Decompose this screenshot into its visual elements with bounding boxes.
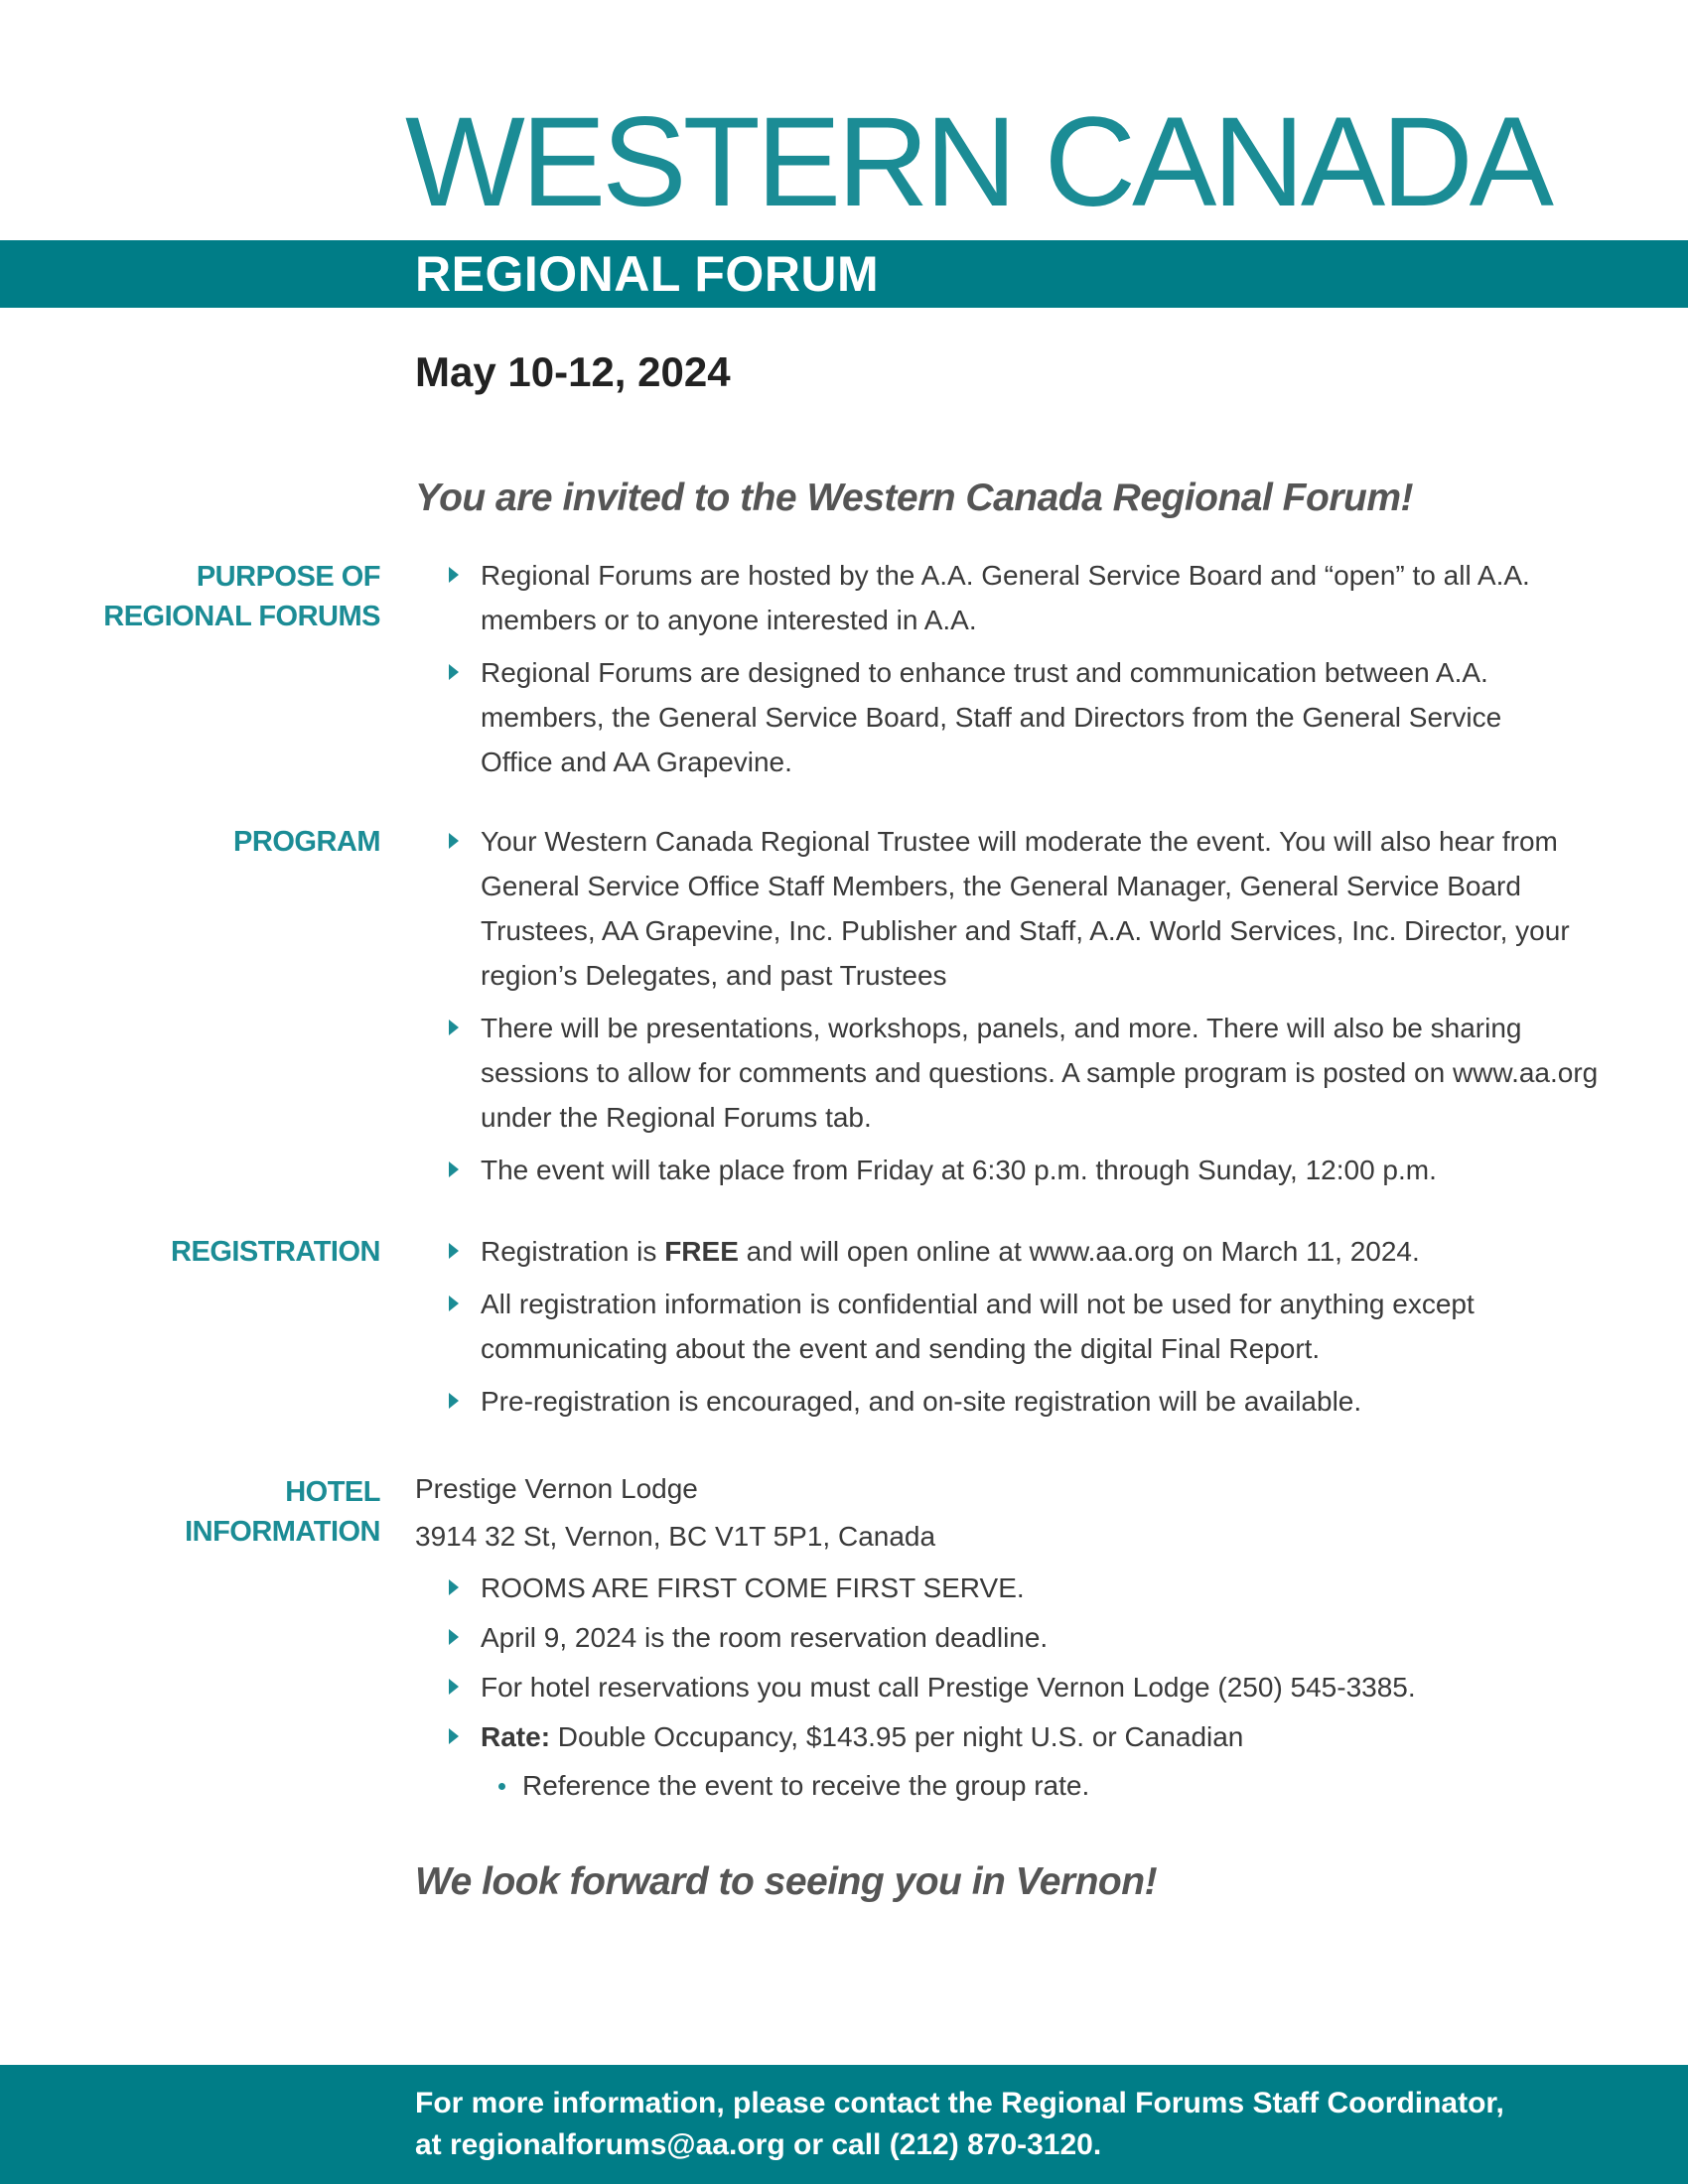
subtitle-band — [0, 240, 1688, 308]
purpose-label-line1: PURPOSE OF — [196, 561, 380, 593]
registration-label: REGISTRATION — [171, 1236, 380, 1268]
list-item: The event will take place from Friday at 6:30 p.m. through Sunday, 12:00 p.m. — [449, 1148, 1613, 1192]
list-item: Pre-registration is encouraged, and on-site registration will be available. — [449, 1379, 1573, 1424]
list-item: April 9, 2024 is the room reservation deadline. — [449, 1615, 1591, 1660]
purpose-label-line2: REGIONAL FORUMS — [103, 601, 380, 632]
program-label: PROGRAM — [233, 826, 380, 858]
list-item: Regional Forums are hosted by the A.A. General Service Board and “open” to all A.A. members or to anyone interested in A.A. — [449, 553, 1573, 642]
triangle-right-icon — [449, 567, 459, 583]
hotel-label — [60, 1472, 380, 1552]
hotel-name: Prestige Vernon Lodge — [415, 1473, 698, 1504]
list-item: All registration information is confidential and will not be used for anything except communicating about the event and sending the digital Final Report. — [449, 1282, 1573, 1371]
footer-line2: at regionalforums@aa.org or call (212) 870-3120. — [415, 2128, 1102, 2161]
triangle-right-icon — [449, 1296, 459, 1311]
list-item: Rate: Double Occupancy, $143.95 per night U.S. or Canadian — [449, 1714, 1591, 1759]
hotel-address: 3914 32 St, Vernon, BC V1T 5P1, Canada — [415, 1521, 936, 1552]
hotel-details — [415, 1465, 935, 1561]
triangle-right-icon — [449, 1393, 459, 1409]
triangle-right-icon — [449, 1679, 459, 1695]
footer-line1: For more information, please contact the Regional Forums Staff Coordinator, — [415, 2087, 1504, 2119]
triangle-right-icon — [449, 664, 459, 680]
purpose-label — [60, 557, 380, 636]
purpose-list — [449, 553, 1591, 792]
hotel-label-line2: INFORMATION — [185, 1516, 380, 1548]
hotel-list — [449, 1566, 1591, 1764]
list-item: There will be presentations, workshops, panels, and more. There will also be sharing sessions to allow for comments and questions. A sample program is posted on www.aa.org under the Regional Forums tab. — [449, 1006, 1613, 1140]
program-list — [449, 819, 1599, 1200]
intro-text: You are invited to the Western Canada Regional Forum! — [415, 477, 1413, 519]
page-title: WESTERN CANADA — [405, 91, 1550, 233]
triangle-right-icon — [449, 1243, 459, 1259]
list-item: For hotel reservations you must call Prestige Vernon Lodge (250) 545-3385. — [449, 1665, 1591, 1709]
closing-text: We look forward to seeing you in Vernon! — [415, 1860, 1158, 1903]
sub-list-item: Reference the event to receive the group rate. — [494, 1763, 1089, 1808]
triangle-right-icon — [449, 1161, 459, 1177]
subtitle: REGIONAL FORUM — [415, 246, 880, 302]
list-item: Registration is FREE and will open online at www.aa.org on March 11, 2024. — [449, 1229, 1573, 1274]
dot-icon — [498, 1783, 505, 1790]
list-item: Regional Forums are designed to enhance trust and communication between A.A. members, the General Service Board, Staff and Directors from the General Service Office and AA Grapevine. — [449, 650, 1573, 784]
triangle-right-icon — [449, 1020, 459, 1035]
triangle-right-icon — [449, 833, 459, 849]
triangle-right-icon — [449, 1629, 459, 1645]
event-date: May 10-12, 2024 — [415, 348, 731, 395]
footer-band — [0, 2065, 1688, 2184]
list-item: Your Western Canada Regional Trustee will moderate the event. You will also hear from General Service Office Staff Members, the General Manager, General Service Board Trustees, AA Grapevine, Inc. Publisher and Staff, A.A. World Services, Inc. Director, your region’s Delegates, and past Trustees — [449, 819, 1613, 998]
list-item: ROOMS ARE FIRST COME FIRST SERVE. — [449, 1566, 1591, 1610]
registration-list — [449, 1229, 1591, 1432]
triangle-right-icon — [449, 1728, 459, 1744]
triangle-right-icon — [449, 1579, 459, 1595]
hotel-label-line1: HOTEL — [285, 1476, 380, 1508]
